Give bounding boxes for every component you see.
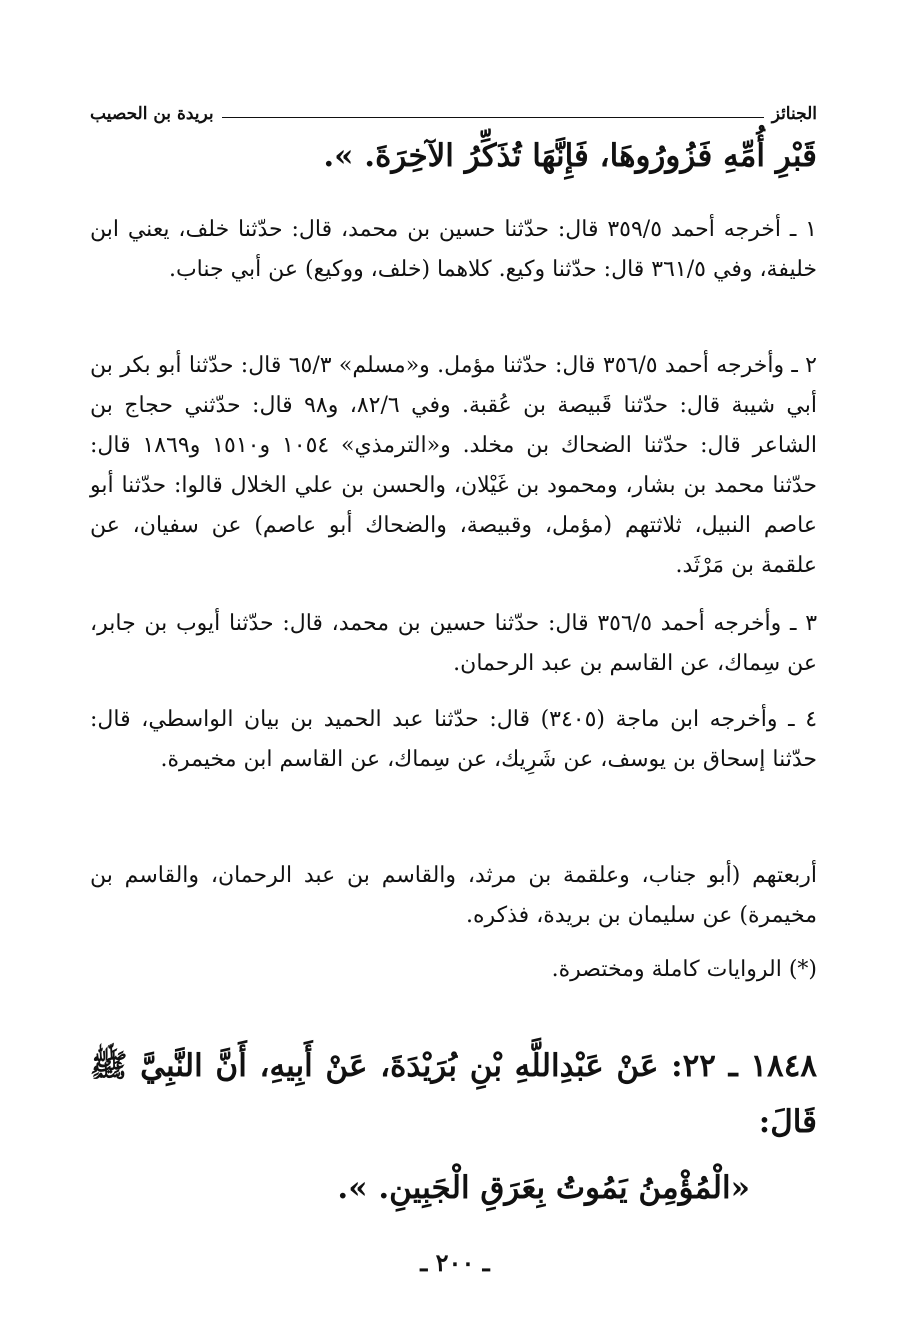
takhrij-summary: أربعتهم (أبو جناب، وعلقمة بن مرثد، والقاسم بن عبد الرحمان، والقاسم بن مخيمرة) عن سليمان بن بريدة، فذكره. [90, 863, 817, 928]
section-title: بريدة بن الحصيب [90, 104, 214, 124]
page-number: ـ ٢٠٠ ـ [420, 1248, 490, 1277]
running-header [90, 98, 817, 124]
takhrij-note-1: ١ ـ أخرجه أحمد ٣٥٩/٥ قال: حدّثنا حسين بن محمد، قال: حدّثنا خلف، يعني ابن خليفة، وفي ٣٦١/٥ قال: حدّثنا وكيع. كلاهما (خلف، ووكيع) عن أبي جناب. [90, 217, 817, 282]
takhrij-note-2: ٢ ـ وأخرجه أحمد ٣٥٦/٥ قال: حدّثنا مؤمل. و«مسلم» ٦٥/٣ قال: حدّثنا أبو بكر بن أبي شيبة قال: حدّثنا قَبيصة بن عُقبة. وفي ٨٢/٦، و٩٨ قال: حدّثني حجاج بن الشاعر قال: حدّثنا الضحاك بن مخلد. و«الترمذي» ١٠٥٤ و١٥١٠ و١٨٦٩ قال: حدّثنا محمد بن بشار، ومحمود بن غَيْلان، والحسن بن علي الخلال قالوا: حدّثنا أبو عاصم النبيل، ثلاثتهم (مؤمل، وقبيصة، والضحاك أبو عاصم) عن سفيان، عن علقمة بن مَرْثَد. [90, 353, 818, 578]
header-rule [222, 117, 764, 118]
hadith-isnad: ١٨٤٨ ـ ٢٢: عَنْ عَبْدِاللَّهِ بْنِ بُرَيْدَةَ، عَنْ أَبِيهِ، أَنَّ النَّبِيَّ ﷺ قَالَ: [90, 1048, 817, 1140]
takhrij-note-4: ٤ ـ وأخرجه ابن ماجة (٣٤٠٥) قال: حدّثنا عبد الحميد بن بيان الواسطي، قال: حدّثنا إسحاق بن يوسف، عن شَرِيك، عن سِماك، عن القاسم ابن مخيمرة. [90, 707, 818, 772]
takhrij-note-3: ٣ ـ وأخرجه أحمد ٣٥٦/٥ قال: حدّثنا حسين بن محمد، قال: حدّثنا أيوب بن جابر، عن سِماك، عن القاسم بن عبد الرحمان. [90, 611, 818, 676]
previous-hadith-tail: قَبْرِ أُمِّهِ فَزُورُوهَا، فَإِنَّهَا تُذَكِّرُ الآخِرَةَ. ». [323, 138, 817, 174]
footnote: (*) الروايات كاملة ومختصرة. [551, 957, 817, 982]
hadith-matn: «الْمُؤْمِنُ يَمُوتُ بِعَرَقِ الْجَبِينِ. ». [337, 1170, 750, 1206]
chapter-title: الجنائز [771, 104, 817, 124]
